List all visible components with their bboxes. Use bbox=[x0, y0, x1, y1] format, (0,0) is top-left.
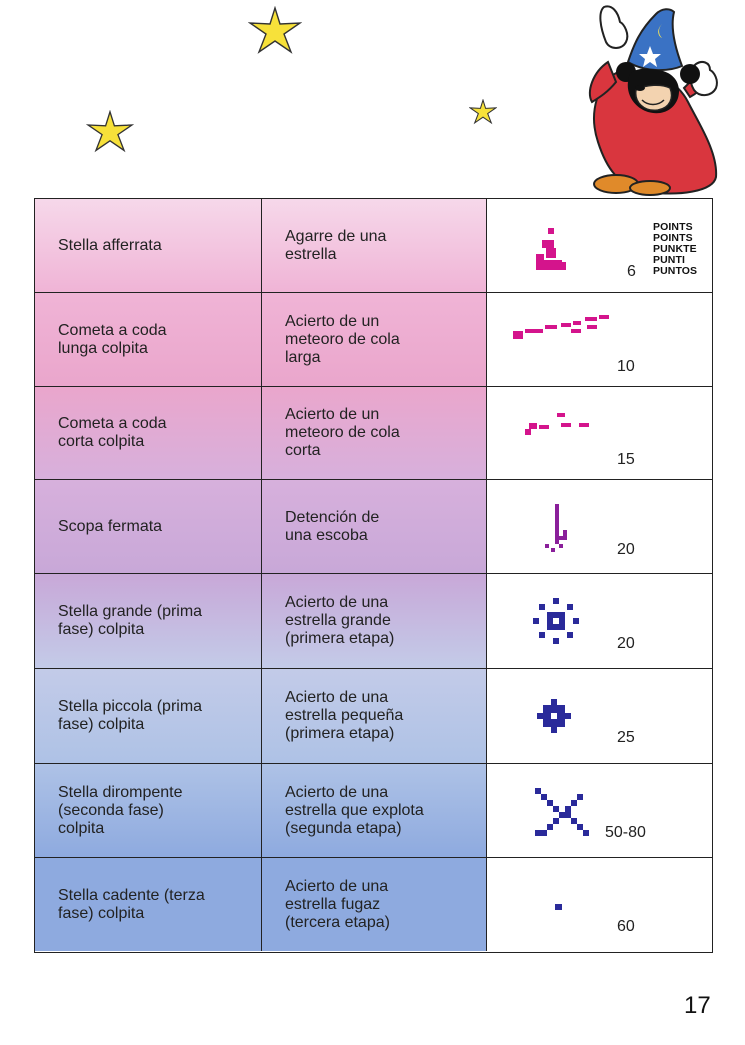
italian-description-cell bbox=[35, 199, 262, 292]
italian-description: Stella piccola (prima fase) colpita bbox=[58, 698, 203, 733]
spanish-description: Detención de una escoba bbox=[285, 508, 380, 544]
italian-description-cell bbox=[35, 387, 262, 479]
sprite-icon bbox=[537, 699, 587, 749]
spanish-description: Agarre de una estrella bbox=[285, 227, 387, 263]
points-value: 60 bbox=[617, 918, 635, 935]
spanish-description: Acierto de una estrella que explota (segunda etapa) bbox=[285, 783, 424, 837]
spanish-description: Acierto de un meteoro de cola larga bbox=[285, 312, 400, 366]
spanish-description-cell bbox=[262, 480, 487, 573]
table-row bbox=[35, 668, 712, 763]
italian-description-cell bbox=[35, 293, 262, 386]
star-icon bbox=[86, 110, 134, 154]
points-value: 25 bbox=[617, 729, 635, 746]
sprite-icon bbox=[513, 309, 613, 349]
table-row bbox=[35, 292, 712, 386]
sprite-icon bbox=[531, 596, 591, 656]
italian-description-cell bbox=[35, 764, 262, 857]
spanish-description-cell bbox=[262, 669, 487, 763]
points-legend-label: PUNTI bbox=[653, 254, 685, 266]
table-row bbox=[35, 386, 712, 479]
sorcerer-mickey-illustration bbox=[578, 2, 720, 196]
sprite-icon bbox=[532, 224, 582, 284]
spanish-description-cell bbox=[262, 387, 487, 479]
spanish-description-cell bbox=[262, 764, 487, 857]
spanish-description-cell bbox=[262, 199, 487, 292]
italian-description: Stella afferrata bbox=[58, 236, 162, 254]
italian-description: Scopa fermata bbox=[58, 517, 163, 535]
points-legend bbox=[653, 222, 697, 277]
points-value: 10 bbox=[617, 358, 635, 375]
italian-description: Stella dirompente (seconda fase) colpita bbox=[58, 783, 183, 837]
points-value: 20 bbox=[617, 541, 635, 558]
italian-description-cell bbox=[35, 574, 262, 668]
italian-description-cell bbox=[35, 858, 262, 951]
points-value: 6 bbox=[627, 263, 636, 280]
spanish-description-cell bbox=[262, 858, 487, 951]
italian-description: Stella grande (prima fase) colpita bbox=[58, 603, 203, 638]
points-legend-label: POINTS bbox=[653, 221, 693, 233]
points-cell bbox=[487, 293, 712, 386]
star-icon bbox=[248, 6, 302, 56]
table-row bbox=[35, 573, 712, 668]
points-value: 20 bbox=[617, 635, 635, 652]
italian-description: Cometa a coda corta colpita bbox=[58, 415, 167, 450]
table-row bbox=[35, 479, 712, 573]
spanish-description: Acierto de una estrella pequeña (primera etapa) bbox=[285, 689, 404, 742]
star-icon bbox=[469, 99, 497, 125]
italian-description-cell bbox=[35, 480, 262, 573]
sprite-icon bbox=[539, 500, 579, 560]
points-value: 50-80 bbox=[605, 824, 646, 841]
points-legend-label: PUNTOS bbox=[653, 265, 698, 277]
italian-description: Stella cadente (terza fase) colpita bbox=[58, 886, 205, 922]
spanish-description: Acierto de una estrella fugaz (tercera etapa) bbox=[285, 877, 390, 931]
points-value: 15 bbox=[617, 451, 635, 468]
spanish-description: Acierto de un meteoro de cola corta bbox=[285, 406, 400, 459]
points-cell bbox=[487, 858, 712, 951]
spanish-description-cell bbox=[262, 574, 487, 668]
points-cell bbox=[487, 574, 712, 668]
spanish-description-cell bbox=[262, 293, 487, 386]
score-table bbox=[34, 198, 713, 953]
italian-description-cell bbox=[35, 669, 262, 763]
points-legend-label: POINTS bbox=[653, 232, 693, 244]
sprite-icon bbox=[535, 788, 595, 838]
page-number: 17 bbox=[684, 992, 711, 1019]
spanish-description: Acierto de una estrella grande (primera etapa) bbox=[285, 594, 395, 647]
points-cell bbox=[487, 199, 712, 292]
sprite-icon bbox=[555, 904, 575, 924]
italian-description: Cometa a coda lunga colpita bbox=[58, 321, 167, 357]
points-cell bbox=[487, 387, 712, 479]
points-cell bbox=[487, 669, 712, 763]
table-row bbox=[35, 763, 712, 857]
table-row bbox=[35, 857, 712, 951]
table-row bbox=[35, 199, 712, 292]
points-cell bbox=[487, 480, 712, 573]
points-legend-label: PUNKTE bbox=[653, 243, 697, 255]
sprite-icon bbox=[525, 407, 595, 447]
points-cell bbox=[487, 764, 712, 857]
